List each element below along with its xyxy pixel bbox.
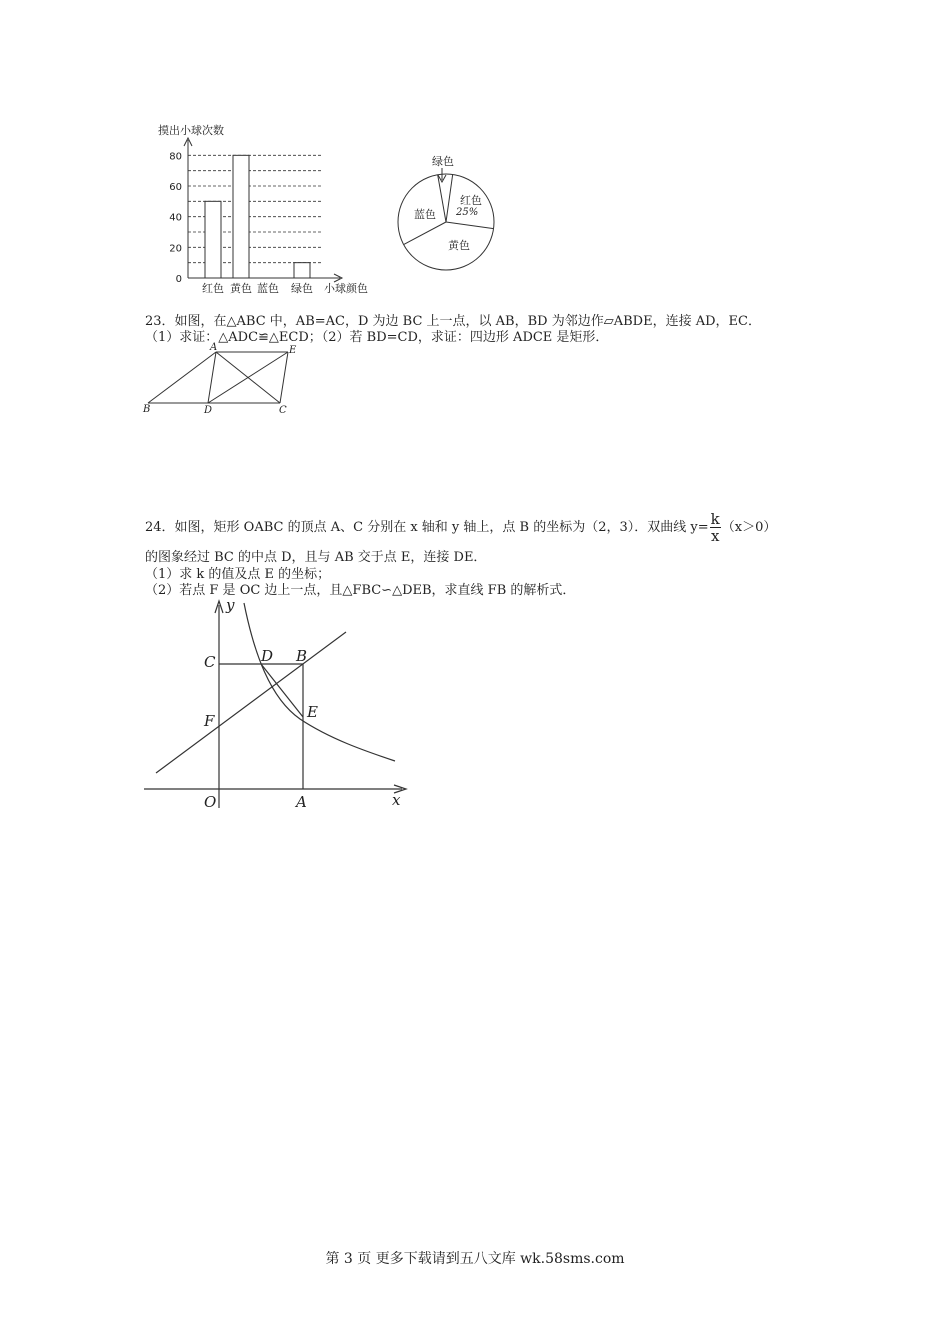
q23-figure bbox=[140, 342, 310, 417]
bar-y-tick-label: 0 bbox=[175, 274, 182, 285]
bar-1 bbox=[205, 201, 221, 278]
pie-label-blue: 蓝色 bbox=[414, 208, 436, 221]
q24-label-A: A bbox=[296, 793, 307, 811]
bar-chart bbox=[140, 118, 390, 300]
q23-line2: （1）求证：△ADC≌△ECD；（2）若 BD=CD，求证：四边形 ADCE 是矩形． bbox=[145, 330, 609, 345]
pie-label-yellow: 黄色 bbox=[448, 239, 470, 252]
pie-label-green: 绿色 bbox=[432, 155, 454, 168]
bar-chart-xlabel: 小球颜色 bbox=[324, 282, 368, 295]
pie-label-red: 红色 bbox=[460, 194, 482, 207]
q24-frac-den: x bbox=[710, 527, 720, 545]
bar-y-tick-label: 60 bbox=[169, 182, 182, 193]
q24-line3: （1）求 k 的值及点 E 的坐标； bbox=[145, 567, 331, 582]
q24-label-O: O bbox=[204, 793, 217, 811]
q24-frac-num: k bbox=[710, 510, 720, 528]
page-footer: 第 3 页 更多下载请到五八文库 wk.58sms.com bbox=[325, 1251, 625, 1267]
bar-category-label: 绿色 bbox=[291, 282, 313, 295]
q24-line4: （2）若点 F 是 OC 边上一点，且△FBC∽△DEB，求直线 FB 的解析式． bbox=[145, 583, 576, 598]
q24-label-C: C bbox=[204, 653, 216, 671]
q23-label-B: B bbox=[143, 404, 151, 415]
bar-chart-ylabel: 摸出小球次数 bbox=[158, 124, 224, 137]
q24-line2: 的图象经过 BC 的中点 D，且与 AB 交于点 E，连接 DE． bbox=[145, 550, 487, 565]
q24-label-x: x bbox=[392, 791, 401, 809]
bar-category-label: 黄色 bbox=[230, 282, 252, 295]
bar-y-tick-label: 20 bbox=[169, 243, 182, 255]
q24-label-D: D bbox=[261, 647, 274, 665]
q24-line1 bbox=[145, 511, 776, 545]
bar-category-label: 红色 bbox=[202, 282, 224, 295]
q23-label-C: C bbox=[279, 405, 287, 416]
q24-line1-post: （x＞0） bbox=[721, 520, 777, 535]
q24-label-F: F bbox=[204, 712, 215, 730]
pie-label-red-pct: 25% bbox=[456, 207, 479, 218]
bar-y-tick-label: 40 bbox=[169, 212, 182, 224]
bar-category-label: 蓝色 bbox=[257, 282, 279, 295]
pie-chart bbox=[390, 150, 510, 275]
q23-label-E: E bbox=[289, 345, 297, 356]
q23-label-D: D bbox=[204, 405, 213, 416]
q23-label-A: A bbox=[210, 342, 218, 353]
q24-label-y: y bbox=[226, 596, 235, 614]
q24-fraction bbox=[710, 511, 721, 544]
q24-label-B: B bbox=[296, 647, 308, 665]
bar-4 bbox=[294, 263, 310, 278]
bar-y-tick-label: 80 bbox=[169, 151, 182, 163]
q23-line1: 23．如图，在△ABC 中，AB=AC，D 为边 BC 上一点，以 AB，BD 为邻边作▱ABDE，连接 AD，EC． bbox=[145, 314, 761, 329]
q24-label-E: E bbox=[307, 703, 318, 721]
bar-2 bbox=[233, 155, 249, 278]
q24-figure bbox=[140, 593, 420, 813]
q24-line1-pre: 24．如图，矩形 OABC 的顶点 A、C 分别在 x 轴和 y 轴上，点 B 的坐标为（2，3）．双曲线 y= bbox=[145, 520, 709, 535]
